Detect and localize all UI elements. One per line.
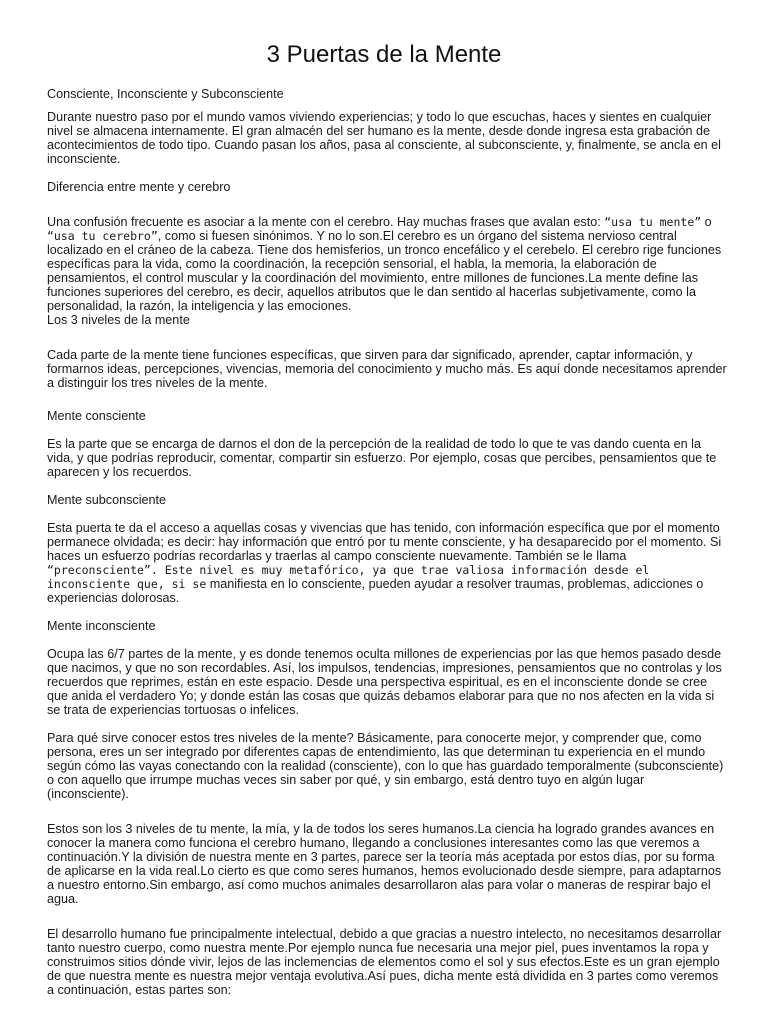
- consciente-paragraph: Es la parte que se encarga de darnos el don de la percepción de la realidad de todo lo que te vas dando cuenta en la vida, y que podrías reproducir, comentar, compartir sin esfuerzo. Por ejemplo, cosas que percibes, pensamientos que te aparecen y los recuerdos.: [47, 437, 717, 479]
- page-title: 3 Puertas de la Mente: [266, 41, 502, 68]
- desarrollo-paragraph: El desarrollo humano fue principalmente intelectual, debido a que gracias a nuestro intelecto, no necesitamos desarrollar tanto nuestro cuerpo, como nuestra mente.Por ejemplo nunca fue necesaria una mejor piel, pues inventamos la ropa y construimos sitios dónde vivir, lejos de las inclemencias de elementos como el sol y sus efectos.Este es un gran ejemplo de que nuestra mente es nuestra mejor ventaja evolutiva.Así pues, dicha mente está dividida en 3 partes como veremos a continuación, estas partes son:: [47, 927, 722, 997]
- diferencia-text-start: Una confusión frecuente es asociar a la mente con el cerebro. Hay muchas frases que avalan esto:: [47, 215, 605, 229]
- quote-usa-tu-mente: “usa tu mente”: [604, 215, 702, 229]
- quote-usa-tu-cerebro: “usa tu cerebro”: [47, 229, 158, 243]
- diferencia-or: o: [701, 215, 712, 229]
- para-que-paragraph: Para qué sirve conocer estos tres niveles de la mente? Básicamente, para conocerte mejor, y comprender que, como persona, eres un ser integrado por diferentes capas de entendimiento, las que determinan tu experiencia en el mundo según cómo las vayas conectando con la realidad (consciente), con lo que has guardado temporalmente (subconsciente) o con aquello que irrumpe muchas veces sin saber por qué, y sin embargo, está dentro tuyo en algún lugar (inconsciente).: [47, 731, 724, 801]
- document-body: [47, 87, 727, 997]
- section-heading-consciente: Mente consciente: [47, 409, 146, 423]
- subconsciente-text-end: manifiesta en lo consciente, pueden ayudar a resolver traumas, problemas, adicciones o experiencias dolorosas.: [47, 577, 704, 605]
- niveles-paragraph: Cada parte de la mente tiene funciones específicas, que sirven para dar significado, aprender, captar información, y formarnos ideas, percepciones, vivencias, memoria del conocimiento y mucho más. Es aquí donde necesitamos aprender a distinguir los tres niveles de la mente.: [47, 348, 727, 390]
- subconsciente-text-start: Esta puerta te da el acceso a aquellas cosas y vivencias que has tenido, con información específica que por el momento permanece olvidada; es decir: hay información que entró por tu mente consciente, y ha desaparecido por el momento. Si haces un esfuerzo podrías recordarlas y traerlas al campo consciente nuevamente. También se le llama: [47, 521, 722, 563]
- subconsciente-paragraph: [47, 521, 727, 605]
- section-heading-inconsciente: Mente inconsciente: [47, 619, 156, 633]
- section-heading-niveles: Los 3 niveles de la mente: [47, 313, 190, 327]
- intro-paragraph: Durante nuestro paso por el mundo vamos viviendo experiencias; y todo lo que escuchas, haces y sientes en cualquier nivel se almacena internamente. El gran almacén del ser humano es la mente, desde donde ingresa esta grabación de acontecimientos de todo tipo. Cuando pasan los años, pasa al consciente, al subconsciente, y, finalmente, se ancla en el inconsciente.: [47, 110, 721, 166]
- quote-preconsciente: “preconsciente”. Este nivel es muy metafórico, ya que trae valiosa información desde el inconsciente que, si se: [47, 563, 650, 591]
- diferencia-paragraph: [47, 215, 727, 313]
- diferencia-text-end: , como si fuesen sinónimos. Y no lo son.El cerebro es un órgano del sistema nervioso central localizado en el cráneo de la cabeza. Tiene dos hemisferios, un tronco encefálico y el cerebelo. El cerebro rige funciones específicas para la vida, como la coordinación, la recepción sensorial, el habla, la memoria, la elaboración de pensamientos, el control muscular y la coordinación del movimiento, entre millones de funciones.La mente define las funciones superiores del cerebro, es decir, aquellos atributos que le dan sentido al hacerlas subjetivamente, como la personalidad, la razón, la inteligencia y las emociones.: [47, 229, 722, 313]
- section-heading-subconsciente: Mente subconsciente: [47, 493, 167, 507]
- document-subtitle: Consciente, Inconsciente y Subconsciente: [47, 87, 284, 101]
- estos-niveles-paragraph: Estos son los 3 niveles de tu mente, la mía, y la de todos los seres humanos.La ciencia ha logrado grandes avances en conocer la manera como funciona el cerebro humano, llegando a conclusiones interesantes como las que veremos a continuación.Y la división de nuestra mente en 3 partes, parece ser la teoría más aceptada por estos días, por su forma de aplicarse en la vida real.Lo cierto es que como seres humanos, hemos evolucionado desde siempre, para adaptarnos a nuestro entorno.Sin embargo, así como muchos animales desarrollaron alas para volar o maneras de respirar bajo el agua.: [47, 822, 722, 906]
- section-heading-diferencia: Diferencia entre mente y cerebro: [47, 180, 231, 194]
- inconsciente-paragraph: Ocupa las 6/7 partes de la mente, y es donde tenemos oculta millones de experiencias por las que hemos pasado desde que nacimos, y que no son recordables. Así, los impulsos, tendencias, impresiones, pensamientos que no controlas y los recuerdos que reprimes, están en este espacio. Desde una perspectiva espiritual, es en el inconsciente donde se cree que anida el verdadero Yo; y donde están las cosas que quizás debamos elaborar para que no nos afecten en la vida si se trata de experiencias tortuosas o infelices.: [47, 647, 722, 717]
